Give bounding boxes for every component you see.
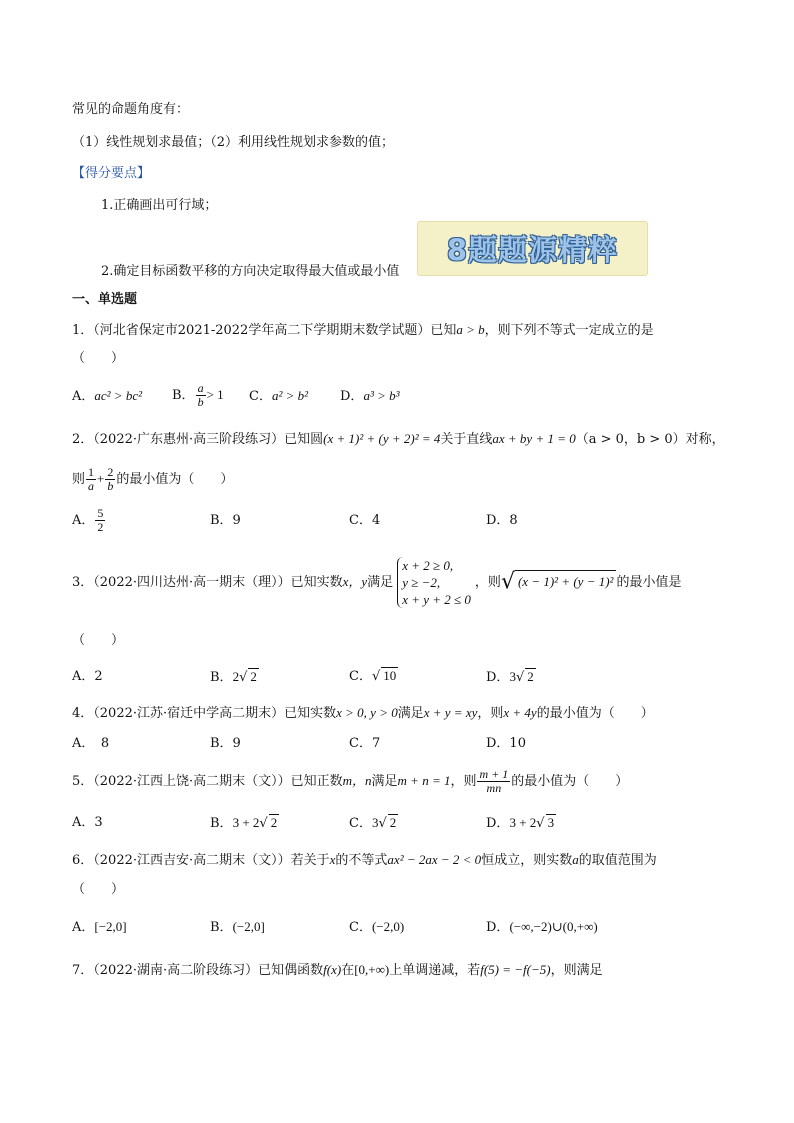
q6-option-a-label: A． — [72, 920, 95, 935]
q2-stem-a: 2．（2022·广东惠州·高三阶段练习）已知圆 — [72, 432, 324, 447]
q3-option-d-label: D． — [486, 670, 510, 685]
q3-vars: x，y — [342, 574, 368, 589]
q2-fraction-2-numerator: 2 — [107, 465, 114, 479]
q1-option-b-rest: > 1 — [206, 387, 224, 402]
q5-option-b — [210, 813, 279, 834]
q5-fraction — [477, 768, 510, 795]
q4-option-a: A． 8 — [72, 736, 110, 751]
q5-equation: m + n = 1 — [397, 773, 451, 788]
q1-condition: a > b — [456, 322, 485, 337]
q6-option-d-label: D． — [486, 920, 510, 935]
q2-option-a — [72, 504, 106, 538]
q1-option-b — [172, 378, 224, 413]
q6-option-a — [72, 917, 127, 938]
q5-option-a: A．3 — [72, 815, 103, 830]
q1-option-b-numerator: a — [197, 381, 204, 395]
q6-inequality: ax² − 2ax − 2 < 0 — [387, 852, 482, 867]
q4-option-b: B．9 — [210, 736, 241, 751]
q3-constraint-system — [397, 557, 471, 608]
q5-option-b-radicand: 2 — [270, 815, 278, 830]
q4-stem-c: ，则 — [477, 706, 504, 721]
q6-stem-b: 的不等式 — [335, 853, 388, 868]
q1-option-a-math: ac² > bc² — [94, 388, 142, 403]
q2-option-a-numerator: 5 — [97, 506, 104, 520]
q7-function: f(x) — [323, 962, 342, 977]
key-point-1: 1.正确画出可行域； — [101, 198, 218, 213]
q3-option-b-radicand: 2 — [250, 669, 257, 684]
q5-stem-a: 5．（2022·江西上饶·高二期末（文））已知正数 — [72, 774, 343, 789]
q6-param: a — [572, 852, 579, 867]
q5-option-d — [486, 813, 556, 834]
q3-option-d-radical: √ — [515, 670, 525, 685]
q1-option-b-denominator: b — [197, 395, 204, 409]
q2-option-a-fraction — [95, 507, 105, 534]
q5-stem-d: 的最小值为（ ） — [511, 774, 629, 789]
q1-option-a — [72, 386, 142, 407]
intro-types-line: （1）线性规划求最值；（2）利用线性规划求参数的值； — [72, 135, 395, 150]
q7-stem-c: 上单调递减，若 — [389, 963, 481, 978]
q2-option-a-denominator: 2 — [97, 520, 104, 534]
q4-option-c: C．7 — [349, 736, 381, 751]
q2-fraction-2 — [105, 466, 115, 493]
q3-option-c — [349, 667, 398, 687]
q2-plus: + — [97, 471, 105, 486]
q2-line-eq: ax + by + 1 = 0 — [492, 431, 576, 446]
q5-option-b-prefix: 3 + 2 — [232, 815, 260, 830]
q6-option-b — [210, 917, 265, 938]
q3-stem — [72, 552, 681, 613]
q3-stem-c: ，则 — [474, 575, 501, 590]
q1-paren: （ ） — [72, 351, 125, 366]
q1-stem-a: 1．（河北省保定市2021-2022学年高二下学期期末数学试题）已知 — [72, 323, 457, 338]
q2-option-a-label: A． — [72, 513, 95, 528]
q4-equation: x + y = xy — [423, 705, 478, 720]
q1-option-d-label: D． — [340, 389, 364, 404]
q6-var: x — [329, 852, 336, 867]
q1-option-d-math: a³ > b³ — [363, 388, 400, 403]
q3-radical-sign: √ — [500, 569, 515, 595]
watermark-stamp — [417, 221, 648, 276]
q3-option-a: A．2 — [72, 669, 103, 684]
q7-equation: f(5) = −f(−5) — [480, 962, 551, 977]
q6-option-c-label: C． — [349, 920, 372, 935]
q5-option-d-radical: √ — [536, 816, 545, 831]
q3-stem-a: 3．（2022·四川达州·高一期末（理））已知实数 — [72, 575, 343, 590]
q5-option-d-radicand: 3 — [547, 815, 555, 830]
q3-constraint-1: x + 2 ≥ 0, — [402, 558, 454, 573]
q5-option-d-prefix: 3 + 2 — [509, 815, 537, 830]
key-points-heading: 【得分要点】 — [72, 166, 151, 181]
q5-option-d-label: D． — [486, 816, 510, 831]
q2-condition: （a > 0，b > 0）对称， — [575, 432, 725, 447]
q3-option-d-radicand: 2 — [527, 669, 534, 684]
q4-stem — [72, 703, 654, 724]
q1-stem — [72, 320, 654, 341]
q2-circle-eq: (x + 1)² + (y + 2)² = 4 — [323, 431, 441, 446]
key-point-2: 2.确定目标函数平移的方向决定取得最大值或最小值 — [101, 264, 400, 279]
q6-option-d-math: (−∞,−2)∪(0,+∞) — [509, 919, 598, 934]
watermark-text: 8题题源精粹 — [446, 233, 619, 267]
q4-expression: x + 4y — [503, 705, 537, 720]
q2-fraction-1 — [86, 466, 96, 493]
q6-paren: （ ） — [72, 882, 125, 897]
q3-option-b-coef: 2 — [232, 669, 240, 684]
q1-option-c-label: C． — [249, 389, 272, 404]
q4-option-d: D．10 — [486, 736, 526, 751]
q2-option-b: B．9 — [210, 513, 241, 528]
q6-option-c-math: (−2,0) — [371, 919, 405, 934]
q5-stem-b: 满足 — [371, 774, 398, 789]
q3-option-c-label: C． — [349, 669, 372, 684]
q3-option-b — [210, 667, 259, 688]
q5-option-c-label: C． — [349, 816, 372, 831]
q4-stem-b: 满足 — [397, 706, 424, 721]
q6-option-b-math: (−2,0] — [232, 919, 265, 934]
q5-option-c-coef: 3 — [371, 815, 379, 830]
q1-option-c — [249, 386, 308, 407]
q3-constraint-2: y ≥ −2, — [402, 575, 441, 590]
q6-stem — [72, 850, 657, 871]
q5-option-b-radical: √ — [259, 816, 268, 831]
q3-sqrt-expr: (x − 1)² + (y − 1)² — [515, 570, 616, 593]
q1-option-a-label: A． — [72, 389, 95, 404]
q1-option-c-math: a² > b² — [271, 388, 309, 403]
q5-stem — [72, 764, 628, 799]
q3-option-d-coef: 3 — [509, 669, 516, 684]
q5-option-c-radical: √ — [378, 816, 387, 831]
q3-option-d — [486, 667, 536, 688]
q2-stem-c: 则 — [72, 472, 86, 487]
q2-stem-b: 关于直线 — [440, 432, 493, 447]
q4-condition: x > 0, y > 0 — [336, 705, 398, 720]
q3-option-b-radical: √ — [239, 670, 248, 685]
q7-stem-a: 7．（2022·湖南·高二阶段练习）已知偶函数 — [72, 963, 324, 978]
q6-option-d — [486, 917, 598, 938]
q5-option-c-radicand: 2 — [389, 815, 397, 830]
q2-stem-2 — [72, 462, 233, 497]
q2-fraction-1-numerator: 1 — [88, 465, 95, 479]
q3-stem-b: 满足 — [367, 575, 394, 590]
intro-angle-line: 常见的命题角度有： — [72, 102, 190, 117]
q6-option-a-math: [−2,0] — [94, 919, 127, 934]
q5-fraction-numerator: m + 1 — [479, 767, 509, 781]
q2-option-d: D．8 — [486, 513, 518, 528]
q3-option-b-label: B． — [210, 670, 233, 685]
q2-fraction-1-denominator: a — [88, 479, 95, 493]
q6-option-c — [349, 917, 404, 938]
q4-stem-d: 的最小值为（ ） — [536, 706, 654, 721]
q6-stem-a: 6．（2022·江西吉安·高二期末（文））若关于 — [72, 853, 330, 868]
q1-stem-b: ，则下列不等式一定成立的是 — [484, 323, 654, 338]
q7-interval: [0,+∞) — [354, 962, 390, 977]
q5-fraction-denominator: mn — [486, 781, 502, 795]
q4-stem-a: 4．（2022·江苏·宿迁中学高二期末）已知实数 — [72, 706, 337, 721]
q3-option-c-radicand: 10 — [383, 668, 397, 683]
q3-stem-d: 的最小值是 — [616, 575, 682, 590]
q2-option-c: C．4 — [349, 513, 381, 528]
q2-stem-d: 的最小值为（ ） — [116, 472, 234, 487]
section-title: 一、单选题 — [72, 292, 138, 307]
q2-stem — [72, 429, 725, 450]
q1-option-d — [340, 386, 400, 407]
q3-option-c-radical: √ — [371, 669, 381, 684]
q3-constraint-3: x + y + 2 ≤ 0 — [402, 592, 471, 607]
q3-paren: （ ） — [72, 633, 125, 648]
q6-stem-c: 恒成立，则实数 — [481, 853, 573, 868]
q2-fraction-2-denominator: b — [107, 479, 114, 493]
q5-option-c — [349, 813, 398, 834]
q6-stem-d: 的取值范围为 — [578, 853, 657, 868]
q1-option-b-fraction — [196, 382, 206, 409]
q7-stem-b: 在 — [341, 963, 355, 978]
q5-vars: m，n — [342, 773, 372, 788]
q6-option-b-label: B． — [210, 920, 233, 935]
q7-stem — [72, 960, 603, 981]
q5-stem-c: ，则 — [450, 774, 477, 789]
q5-option-b-label: B． — [210, 816, 233, 831]
q1-option-b-label: B． — [172, 388, 195, 403]
q7-stem-d: ，则满足 — [550, 963, 603, 978]
